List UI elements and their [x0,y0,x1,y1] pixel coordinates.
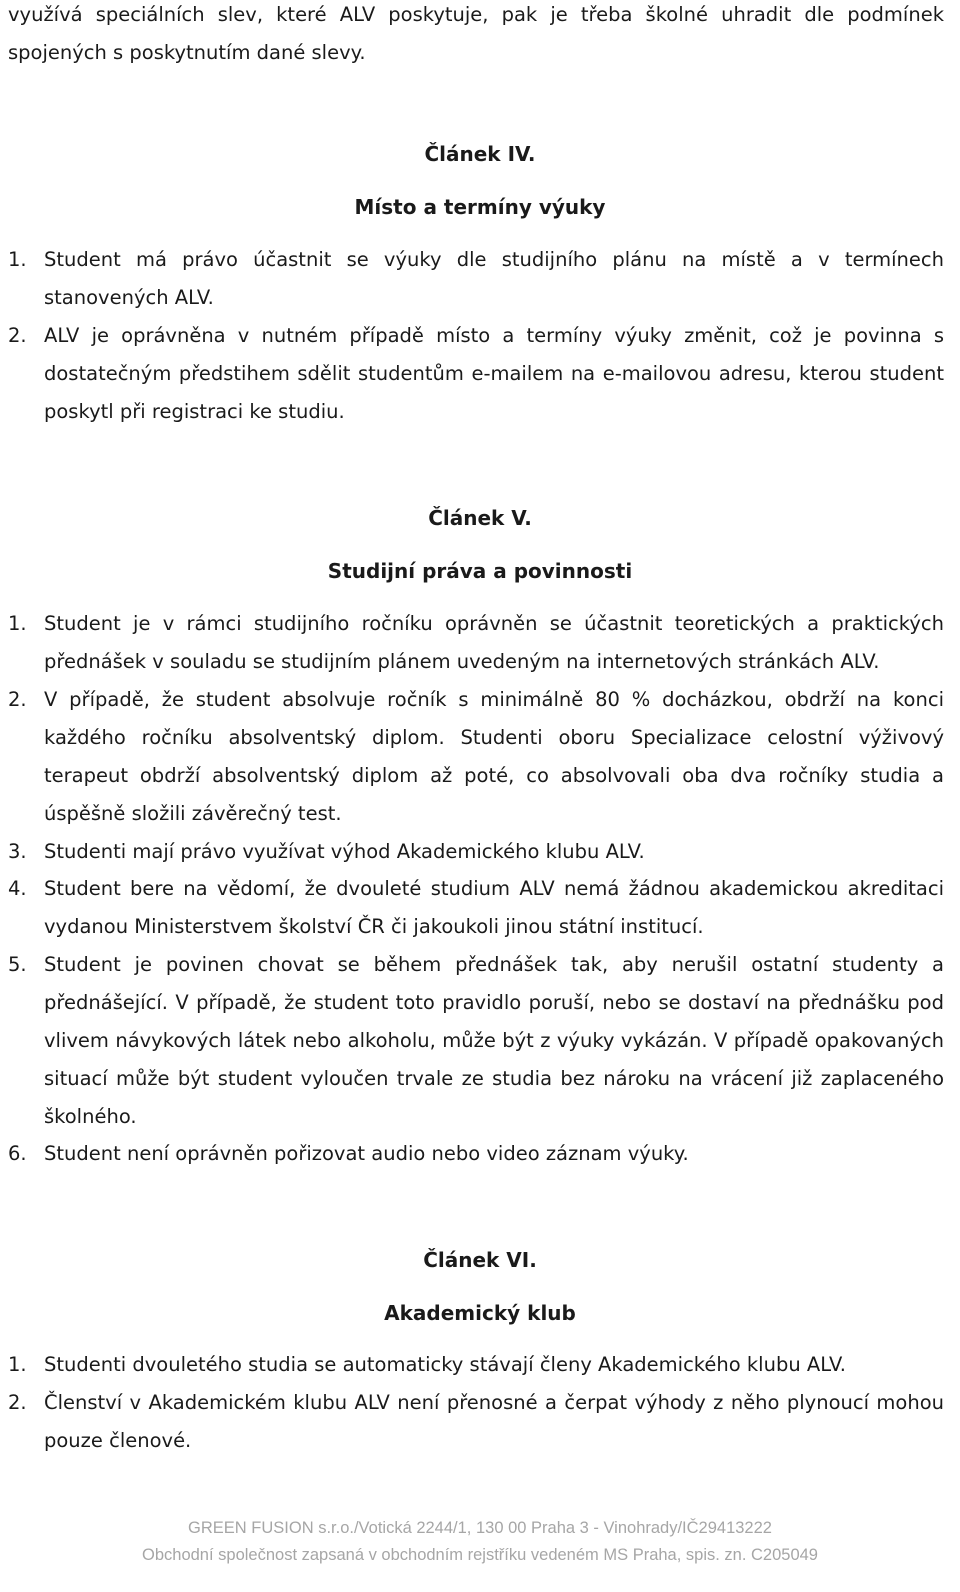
list-item-number: 2. [8,1391,27,1414]
intro-paragraph: využívá speciálních slev, které ALV poskytuje, pak je třeba školné uhradit dle podmínek spojených s poskytnutím dané slevy. [8,3,944,64]
footer-company-address: GREEN FUSION s.r.o./Votická 2244/1, 130 00 Praha 3 - Vinohrady/IČ29413222 [188,1519,772,1537]
list-item: Student je v rámci studijního ročníku oprávněn se účastnit teoretických a praktických přednášek v souladu se studijním plánem uvedeným na internetových stránkách ALV. [44,612,944,673]
footer-registration: Obchodní společnost zapsaná v obchodním rejstříku vedeném MS Praha, spis. zn. C205049 [142,1546,818,1564]
list-item: ALV je oprávněna v nutném případě místo a termíny výuky změnit, což je povinna s dostatečným předstihem sdělit studentům e-mailem na e-mailovou adresu, kterou student poskytl při registraci ke studiu. [44,324,944,423]
list-item-number: 2. [8,324,27,347]
list-item: Student je povinen chovat se během přednášek tak, aby nerušil ostatní studenty a přednášející. V případě, že student toto pravidlo poruší, nebo se dostaví na přednášku pod vlivem návykových látek nebo alkoholu, může být z výuky vykázán. V případě opakovaných situací může být student vyloučen trvale ze studia bez nároku na vrácení již zaplaceného školného. [44,953,944,1128]
article-6-subheading: Akademický klub [384,1301,576,1325]
list-item-number: 1. [8,1353,27,1376]
article-6-heading: Článek VI. [423,1248,537,1272]
list-item: Studenti mají právo využívat výhod Akademického klubu ALV. [44,840,645,863]
article-5-heading: Článek V. [428,506,532,530]
list-item: Student má právo účastnit se výuky dle studijního plánu na místě a v termínech stanovených ALV. [44,248,944,309]
article-4-subheading: Místo a termíny výuky [354,195,606,219]
list-item-number: 4. [8,877,27,900]
list-item: Studenti dvouletého studia se automaticky stávají členy Akademického klubu ALV. [44,1353,846,1376]
list-item-number: 1. [8,248,27,271]
list-item: Členství v Akademickém klubu ALV není přenosné a čerpat výhody z něho plynoucí mohou pouze členové. [44,1391,944,1452]
list-item-number: 1. [8,612,27,635]
list-item: Student není oprávněn pořizovat audio nebo video záznam výuky. [44,1142,689,1165]
list-item: V případě, že student absolvuje ročník s minimálně 80 % docházkou, obdrží na konci každého ročníku absolventský diplom. Studenti oboru Specializace celostní výživový terapeut obdrží absolventský diplom až poté, co absolvovali oba dva ročníky studia a úspěšně složili závěrečný test. [44,688,944,825]
article-4-heading: Článek IV. [424,142,536,166]
article-5-subheading: Studijní práva a povinnosti [327,559,633,583]
list-item-number: 3. [8,840,27,863]
list-item-number: 2. [8,688,27,711]
list-item: Student bere na vědomí, že dvouleté studium ALV nemá žádnou akademickou akreditaci vydanou Ministerstvem školství ČR či jakoukoli jinou státní institucí. [44,877,944,938]
list-item-number: 6. [8,1142,27,1165]
list-item-number: 5. [8,953,27,976]
